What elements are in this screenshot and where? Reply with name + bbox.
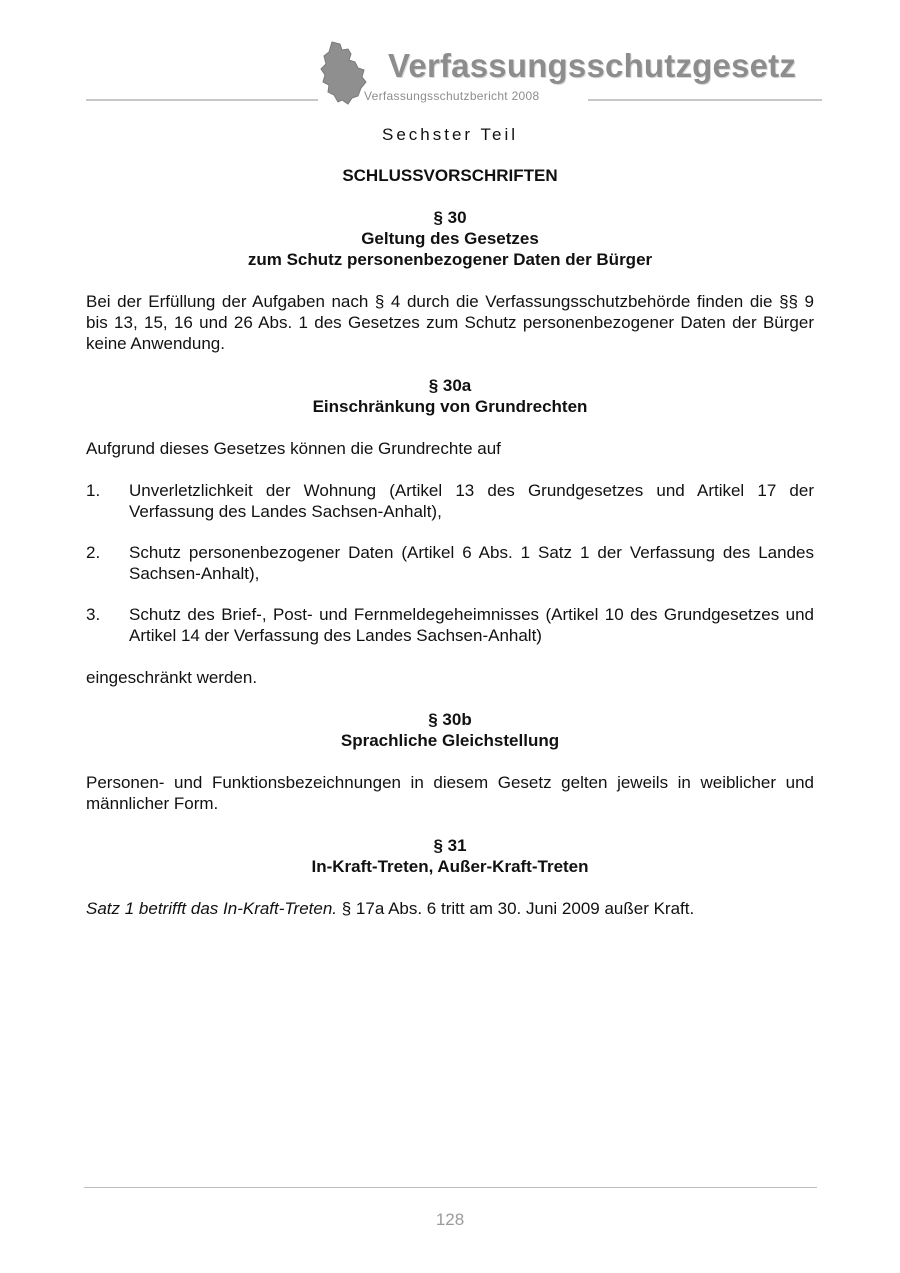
section-31-number: § 31: [433, 836, 467, 855]
section-30b-number: § 30b: [428, 710, 472, 729]
section-30a-outro: eingeschränkt werden.: [86, 668, 258, 687]
section-31-title: In-Kraft-Treten, Außer-Kraft-Treten: [311, 857, 589, 876]
section-30-title-line2: zum Schutz personenbezogener Daten der Bürger: [247, 250, 653, 269]
list-item-text: Schutz des Brief-, Post- und Fernmeldegeheimnisses (Artikel 10 des Grundgesetzes und Artikel 14 der Verfassung des Landes Sachsen-Anhalt): [129, 605, 814, 645]
document-body: [86, 124, 814, 919]
section-31-text-italic: Satz 1 betrifft das In-Kraft-Treten.: [86, 899, 338, 918]
list-item-number: 1.: [86, 481, 101, 500]
list-item: [86, 604, 814, 646]
part-label: Sechster Teil: [381, 125, 518, 144]
section-30b-heading: [86, 709, 814, 751]
list-item: [86, 542, 814, 584]
header-subtitle: Verfassungsschutzbericht 2008: [364, 89, 540, 103]
list-item-number: 2.: [86, 543, 101, 562]
section-30-text: Bei der Erfüllung der Aufgaben nach § 4 durch die Verfassungsschutzbehörde finden die §§ 9 bis 13, 15, 16 und 26 Abs. 1 des Gesetzes zum Schutz personenbezogener Daten der Bürger keine Anwendung.: [86, 292, 814, 353]
page-header: [0, 0, 900, 110]
section-30-title-line1: Geltung des Gesetzes: [361, 229, 539, 248]
section-30a-number: § 30a: [428, 376, 472, 395]
section-30b-title: Sprachliche Gleichstellung: [340, 731, 560, 750]
section-31-heading: [86, 835, 814, 877]
list-item-text: Unverletzlichkeit der Wohnung (Artikel 13 des Grundgesetzes und Artikel 17 der Verfassung des Landes Sachsen-Anhalt),: [129, 481, 814, 521]
header-rule-left: [86, 99, 318, 101]
section-30-heading: [86, 207, 814, 270]
section-31-text-regular: § 17a Abs. 6 tritt am 30. Juni 2009 außer Kraft.: [337, 899, 695, 918]
section-30-number: § 30: [433, 208, 467, 227]
footer-rule: [84, 1187, 817, 1188]
page-number: 128: [435, 1210, 465, 1229]
chapter-title: SCHLUSSVORSCHRIFTEN: [342, 166, 558, 185]
list-item-text: Schutz personenbezogener Daten (Artikel 6 Abs. 1 Satz 1 der Verfassung des Landes Sachsen-Anhalt),: [129, 543, 814, 583]
list-item-number: 3.: [86, 605, 101, 624]
saxony-anhalt-map-icon: [318, 40, 370, 106]
list-item: [86, 480, 814, 522]
header-rule-right: [588, 99, 822, 101]
header-title: Verfassungsschutzgesetz: [388, 47, 797, 84]
section-31-text: [86, 898, 814, 919]
section-30a-heading: [86, 375, 814, 417]
section-30a-title: Einschränkung von Grundrechten: [312, 397, 588, 416]
section-30a-intro: Aufgrund dieses Gesetzes können die Grundrechte auf: [86, 439, 501, 458]
section-30a-list: [86, 480, 814, 646]
section-30b-text: Personen- und Funktionsbezeichnungen in diesem Gesetz gelten jeweils in weiblicher und männlicher Form.: [86, 773, 814, 813]
